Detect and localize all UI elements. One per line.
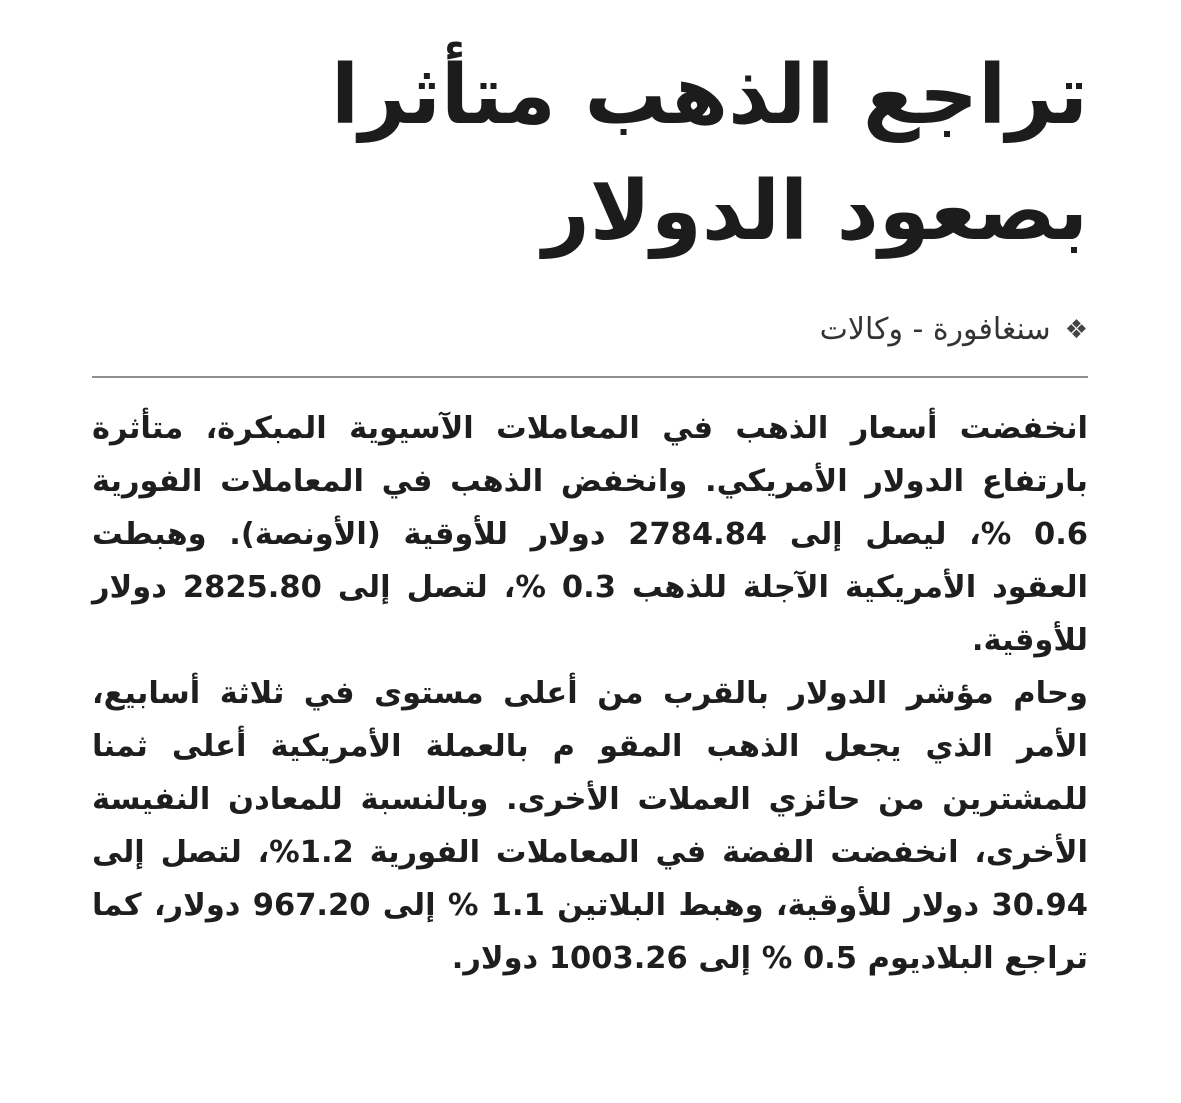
paragraph-1: انخفضت أسعار الذهب في المعاملات الآسيوية المبكرة، متأثرة بارتفاع الدولار الأمريكي. وانخفض الذهب في المعاملات الفورية 0.6 %، ليصل إلى 2784.84 دولار للأوقية (الأونصة). وهبطت العقود الأمريكية الآجلة للذهب 0.3 %، لتصل إلى 2825.80 دولار للأوقية. [92, 411, 1088, 658]
article-body [92, 402, 1088, 985]
headline-line-2: بصعود الدولار [542, 164, 1088, 259]
news-article [92, 38, 1088, 1088]
headline-line-1: تراجع الذهب متأثرا [331, 48, 1088, 143]
divider [92, 376, 1088, 378]
dateline-text: سنغافورة - وكالات [819, 312, 1051, 347]
paragraph-2: وحام مؤشر الدولار بالقرب من أعلى مستوى في ثلاثة أسابيع، الأمر الذي يجعل الذهب المقو م بالعملة الأمريكية أعلى ثمنا للمشترين من حائزي العملات الأخرى. وبالنسبة للمعادن النفيسة الأخرى، انخفضت الفضة في المعاملات الفورية 1.2%، لتصل إلى 30.94 دولار للأوقية، وهبط البلاتين 1.1 % إلى 967.20 دولار، كما تراجع البلاديوم 0.5 % إلى 1003.26 دولار. [92, 676, 1089, 976]
article-headline [92, 38, 1088, 270]
dateline [92, 310, 1088, 350]
diamond-bullet-icon: ❖ [1064, 315, 1088, 345]
